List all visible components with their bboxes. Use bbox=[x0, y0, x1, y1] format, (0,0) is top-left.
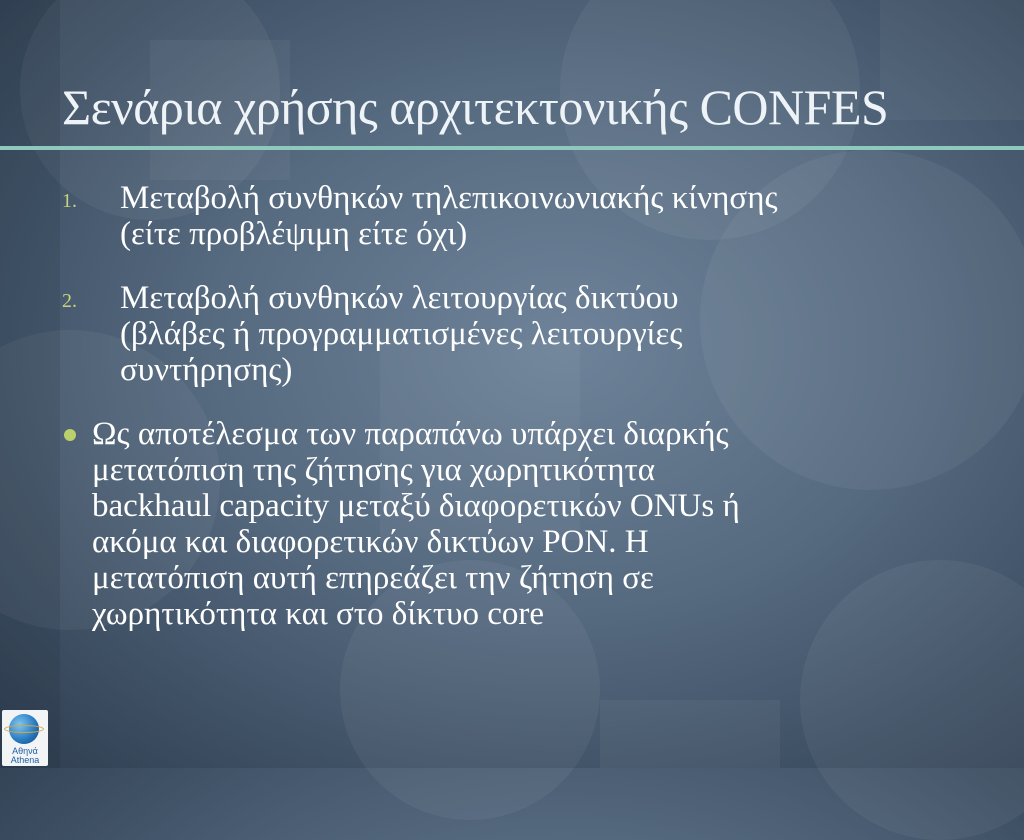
bullet-item-line: Ως αποτέλεσμα των παραπάνω υπάρχει διαρκής bbox=[92, 416, 729, 452]
list-item-line: Μεταβολή συνθηκών λειτουργίας δικτύου bbox=[120, 280, 679, 316]
orbit-ring-icon bbox=[4, 725, 44, 733]
list-item-line: (είτε προβλέψιμη είτε όχι) bbox=[120, 216, 468, 252]
bullet-item-line: μετατόπιση αυτή επηρεάζει την ζήτηση σε bbox=[92, 560, 654, 596]
slide-title: Σενάρια χρήσης αρχιτεκτονικής CONFES bbox=[62, 79, 889, 135]
background-square bbox=[600, 700, 780, 768]
list-item-line: (βλάβες ή προγραμματισμένες λειτουργίες bbox=[120, 316, 683, 352]
bullet-item-line: backhaul capacity μεταξύ διαφορετικών ONUs ή bbox=[92, 488, 740, 524]
bullet-item-line: χωρητικότητα και στο δίκτυο core bbox=[92, 596, 544, 632]
bullet-item-line: ακόμα και διαφορετικών δικτύων PON. Η bbox=[92, 524, 649, 560]
list-number: 2. bbox=[62, 290, 77, 312]
bullet-dot bbox=[64, 429, 76, 441]
logo-text-greek: Αθηνά bbox=[12, 746, 38, 756]
list-item bbox=[120, 280, 682, 388]
list-item-line: συντήρησης) bbox=[120, 352, 293, 388]
athena-logo bbox=[2, 710, 48, 766]
list-item bbox=[120, 180, 778, 252]
background-square bbox=[880, 0, 1024, 120]
bullet-item bbox=[92, 416, 740, 632]
background-circle bbox=[800, 560, 1024, 840]
list-item-line: Μεταβολή συνθηκών τηλεπικοινωνιακής κίνησης bbox=[120, 180, 778, 216]
list-number: 1. bbox=[62, 190, 77, 212]
bullet-item-line: μετατόπιση της ζήτησης για χωρητικότητα bbox=[92, 452, 656, 488]
title-divider bbox=[0, 146, 1024, 150]
logo-text-latin: Athena bbox=[10, 755, 40, 765]
background-square bbox=[0, 0, 60, 768]
